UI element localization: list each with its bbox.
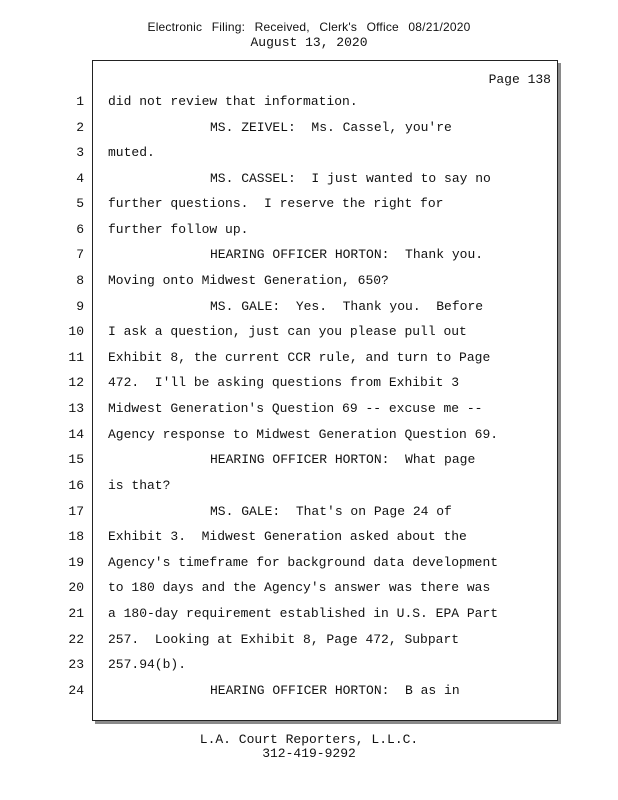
transcript-line: Exhibit 8, the current CCR rule, and turn to Page [108, 350, 491, 365]
line-number: 13 [68, 401, 84, 416]
line-number: 17 [68, 504, 84, 519]
line-number: 4 [76, 171, 84, 186]
reporter-company: L.A. Court Reporters, L.L.C. [199, 732, 419, 747]
transcript-line: muted. [108, 145, 155, 160]
transcript-line: MS. ZEIVEL: Ms. Cassel, you're [210, 120, 452, 135]
transcript-line: is that? [108, 478, 171, 493]
line-number: 7 [76, 247, 84, 262]
line-number: 11 [68, 350, 84, 365]
transcript-line: a 180-day requirement established in U.S. EPA Part [108, 606, 499, 621]
line-number: 5 [76, 196, 84, 211]
line-number: 10 [68, 324, 84, 339]
transcript-line: further follow up. [108, 222, 249, 237]
line-number: 18 [68, 529, 84, 544]
transcript-line: Exhibit 3. Midwest Generation asked about the [108, 529, 467, 544]
line-number: 6 [76, 222, 84, 237]
line-number: 1 [76, 94, 84, 109]
reporter-phone: 312-419-9292 [262, 746, 356, 761]
transcript-line: Midwest Generation's Question 69 -- excuse me -- [108, 401, 483, 416]
transcript-line: MS. CASSEL: I just wanted to say no [210, 171, 491, 186]
transcript-line: 472. I'll be asking questions from Exhibit 3 [108, 375, 460, 390]
transcript-line: Agency's timeframe for background data development [108, 555, 499, 570]
line-number: 22 [68, 632, 84, 647]
line-number: 16 [68, 478, 84, 493]
transcript-line: HEARING OFFICER HORTON: What page [210, 452, 476, 467]
line-number: 20 [68, 580, 84, 595]
transcript-line: MS. GALE: Yes. Thank you. Before [210, 299, 484, 314]
electronic-filing-stamp: Electronic Filing: Received, Clerk's Office 08/21/2020 [147, 20, 471, 34]
transcript-line: 257. Looking at Exhibit 8, Page 472, Subpart [108, 632, 460, 647]
line-number: 8 [76, 273, 84, 288]
line-number: 19 [68, 555, 84, 570]
transcript-line: Agency response to Midwest Generation Question 69. [108, 427, 499, 442]
transcript-line: MS. GALE: That's on Page 24 of [210, 504, 452, 519]
line-number: 24 [68, 683, 84, 698]
line-number: 2 [76, 120, 84, 135]
transcript-line: further questions. I reserve the right for [108, 196, 444, 211]
line-number: 3 [76, 145, 84, 160]
transcript-line: I ask a question, just can you please pull out [108, 324, 467, 339]
line-number: 14 [68, 427, 84, 442]
transcript-line: to 180 days and the Agency's answer was there was [108, 580, 491, 595]
transcript-line: HEARING OFFICER HORTON: Thank you. [210, 247, 484, 262]
line-number: 21 [68, 606, 84, 621]
page-number: Page 138 [488, 72, 551, 87]
transcript-line: HEARING OFFICER HORTON: B as in [210, 683, 460, 698]
line-number: 12 [68, 375, 84, 390]
transcript-line: did not review that information. [108, 94, 358, 109]
transcript-line: 257.94(b). [108, 657, 187, 672]
line-number: 9 [76, 299, 84, 314]
transcript-line: Moving onto Midwest Generation, 650? [108, 273, 389, 288]
line-number: 23 [68, 657, 84, 672]
line-number: 15 [68, 452, 84, 467]
hearing-date: August 13, 2020 [250, 35, 368, 50]
